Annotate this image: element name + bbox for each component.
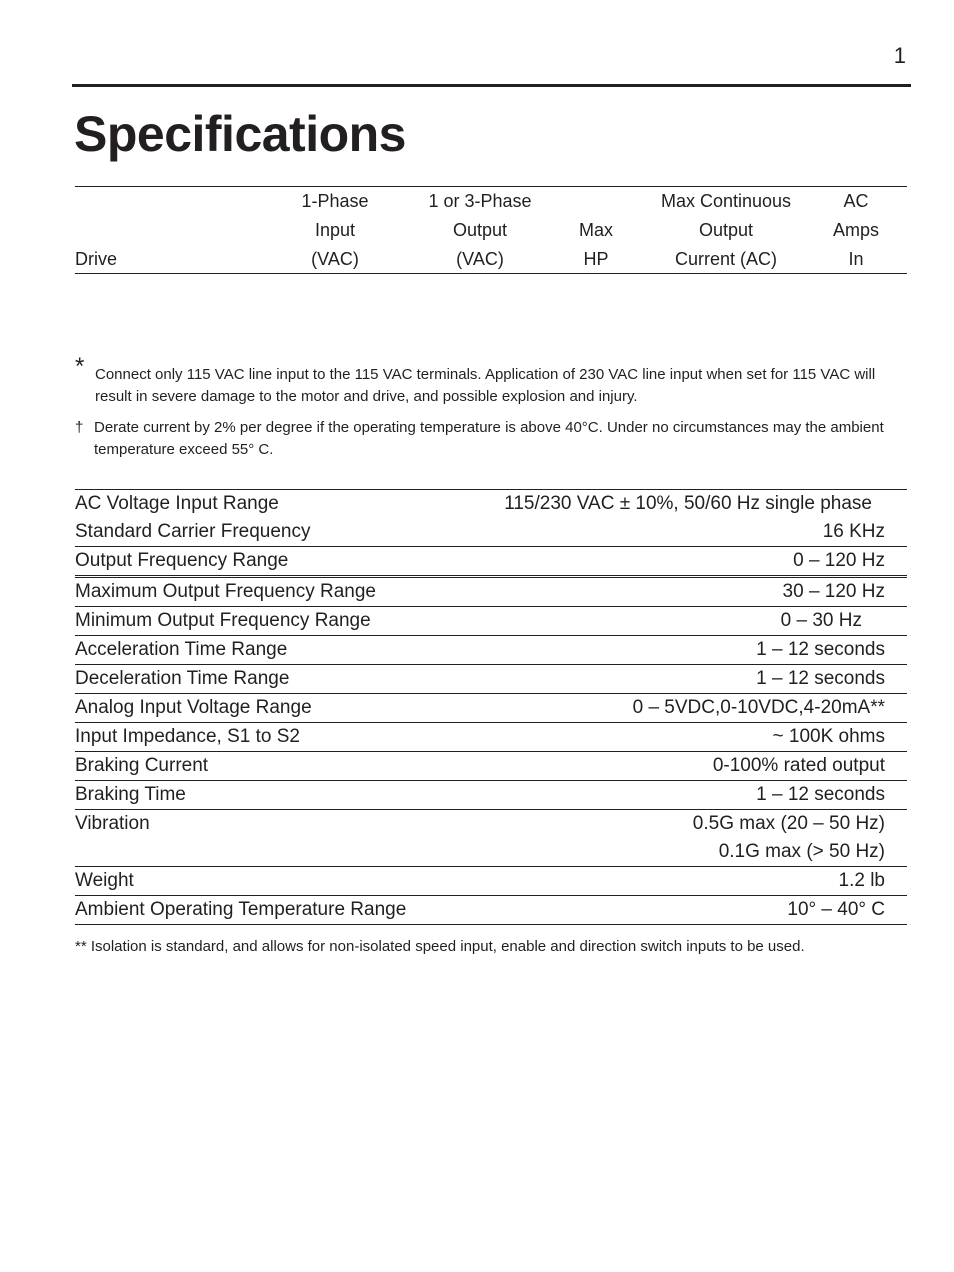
note-derate-current [75,417,904,461]
spec-row [75,665,907,694]
specifications-table [75,489,907,925]
spec-value: 0.5G max (20 – 50 Hz) [692,813,885,834]
spec-value: 0 – 30 Hz [780,610,862,631]
spec-row [75,607,907,636]
spec-row [75,810,907,838]
max-current-column-header [641,187,811,274]
drive-column-header [75,187,117,274]
isolation-footnote: ** Isolation is standard, and allows for non-isolated speed input, enable and direction switch inputs to be used. [75,938,805,955]
header-line [75,216,117,245]
header-line: Output [698,220,754,240]
note-115vac-warning [75,353,905,408]
spec-value: 1 – 12 seconds [756,784,885,805]
spec-value: 1.2 lb [838,870,885,891]
spec-label: Acceleration Time Range [75,639,288,660]
input-vac-column-header [275,187,395,274]
header-line: (VAC) [456,249,504,269]
spec-value: 1 – 12 seconds [756,639,885,660]
spec-row [75,723,907,752]
spec-value: 1 – 12 seconds [756,668,885,689]
spec-label: Input Impedance, S1 to S2 [75,726,300,747]
spec-row [75,490,907,518]
header-line: Input [314,220,356,240]
header-line [565,187,627,216]
note-text: Connect only 115 VAC line input to the 115 VAC terminals. Application of 230 VAC line input when set for 115 VAC will result in severe damage to the motor and drive, and possible explosion and injury. [95,366,876,405]
spec-value: 115/230 VAC ± 10%, 50/60 Hz single phase [504,493,872,514]
spec-row [75,896,907,925]
spec-value: 0-100% rated output [712,755,885,776]
spec-row [75,518,907,547]
spec-label: Braking Current [75,755,209,776]
spec-label: Standard Carrier Frequency [75,521,311,542]
header-line: 1 or 3-Phase [428,191,532,211]
spec-value: 0.1G max (> 50 Hz) [718,841,885,862]
spec-value: 10° – 40° C [787,899,885,920]
spec-label: Maximum Output Frequency Range [75,581,376,602]
spec-value: 30 – 120 Hz [782,581,885,602]
max-hp-column-header [565,187,627,274]
spec-row [75,636,907,665]
top-rule [72,84,911,87]
page-number: 1 [893,43,906,68]
header-line: (VAC) [311,249,359,269]
header-line: Amps [832,220,879,240]
spec-label: AC Voltage Input Range [75,493,279,514]
drive-ratings-table [75,186,907,274]
spec-label: Analog Input Voltage Range [75,697,312,718]
header-line [75,187,117,216]
spec-row [75,838,907,867]
spec-value: 0 – 5VDC,0-10VDC,4-20mA** [632,697,885,718]
asterisk-mark: * [75,353,85,380]
spec-row [75,867,907,896]
header-line: Current (AC) [674,249,777,269]
page-title: Specifications [74,106,406,162]
spec-label: Braking Time [75,784,186,805]
header-line: Drive [75,249,118,269]
header-line: HP [583,249,609,269]
output-vac-column-header [410,187,550,274]
spec-row [75,694,907,723]
dagger-mark: † [75,419,84,436]
spec-label: Weight [75,870,134,891]
header-line: 1-Phase [301,191,369,211]
note-text: Derate current by 2% per degree if the operating temperature is above 40°C. Under no circumstances may the ambient temperature exceed 55° C. [94,419,884,458]
spec-row [75,578,907,607]
header-line: Output [452,220,508,240]
spec-value: 16 KHz [822,521,885,542]
ac-amps-column-header [816,187,896,274]
spec-label: Vibration [75,813,150,834]
spec-row [75,547,907,578]
header-line: AC [843,191,869,211]
spec-label: Deceleration Time Range [75,668,290,689]
spec-label: Output Frequency Range [75,550,289,571]
spec-row [75,781,907,810]
header-line: Max Continuous [660,191,792,211]
spec-label: Minimum Output Frequency Range [75,610,371,631]
spec-value: 0 – 120 Hz [793,550,885,571]
spec-value: ~ 100K ohms [772,726,885,747]
header-line: In [848,249,864,269]
header-line: Max [578,220,613,240]
spec-row [75,752,907,781]
spec-label: Ambient Operating Temperature Range [75,899,407,920]
